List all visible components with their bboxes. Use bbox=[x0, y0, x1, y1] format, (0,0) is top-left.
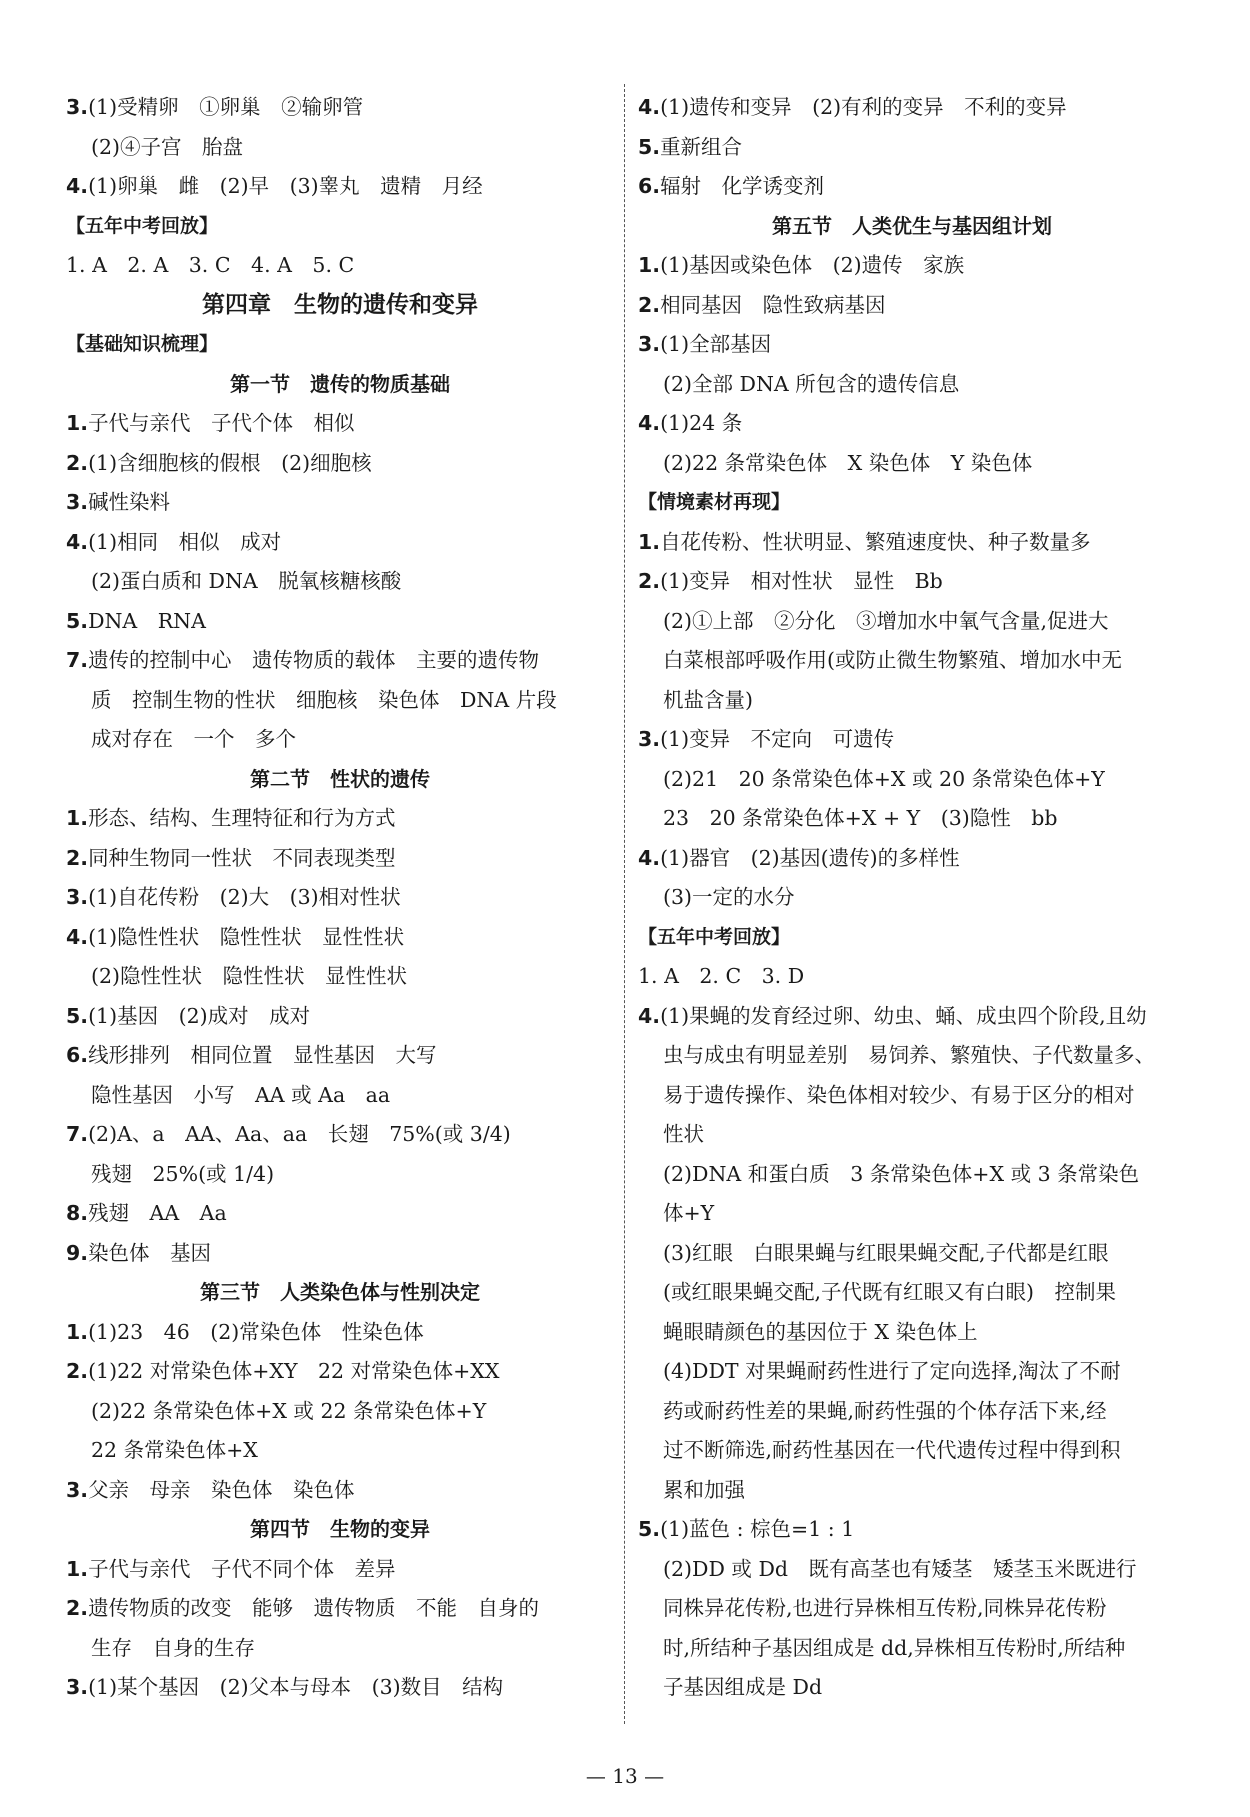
answer-line bbox=[66, 1036, 614, 1076]
answer-text: (1)相同 相似 成对 bbox=[88, 529, 282, 554]
answer-text: 形态、结构、生理特征和行为方式 bbox=[88, 806, 396, 830]
answer-line-continued: 同株异花传粉,也进行异株相互传粉,同株异花传粉 bbox=[663, 1596, 1107, 1620]
answer-text: (1)自花传粉 (2)大 (3)相对性状 bbox=[88, 885, 401, 909]
answer-line bbox=[638, 325, 1186, 365]
section-title: 第五节 人类优生与基因组计划 bbox=[772, 213, 1052, 238]
answer-line bbox=[66, 523, 614, 563]
item-number: 3. bbox=[638, 332, 661, 356]
answer-text: (1)果蝇的发育经过卵、幼虫、蛹、成虫四个阶段,且幼 bbox=[660, 1003, 1147, 1028]
answer-text: 同种生物同一性状 不同表现类型 bbox=[88, 845, 396, 870]
answer-line-continued: (2)全部 DNA 所包含的遗传信息 bbox=[663, 371, 960, 396]
answer-line: 1. A 2. C 3. D bbox=[638, 964, 805, 988]
answer-text: 子代与亲代 子代个体 相似 bbox=[88, 411, 355, 435]
answer-line-continued: 虫与成虫有明显差别 易饲养、繁殖快、子代数量多、 bbox=[663, 1043, 1155, 1067]
answer-line-continued: (2)④子宫 胎盘 bbox=[91, 134, 244, 159]
answer-line: 1. A 2. A 3. C 4. A 5. C bbox=[66, 253, 355, 277]
answer-text: DNA RNA bbox=[88, 608, 206, 633]
column-divider bbox=[624, 84, 625, 1724]
item-number: 4. bbox=[638, 1003, 661, 1028]
section-title: 第二节 性状的遗传 bbox=[250, 766, 430, 791]
item-number: 4. bbox=[66, 174, 89, 198]
item-number: 4. bbox=[66, 924, 89, 949]
item-number: 2. bbox=[66, 845, 89, 870]
item-number: 1. bbox=[66, 1556, 89, 1581]
item-number: 8. bbox=[66, 1201, 89, 1225]
answer-line-continued: (2)DNA 和蛋白质 3 条常染色体+X 或 3 条常染色 bbox=[663, 1161, 1140, 1186]
answer-text: (1)遗传和变异 (2)有利的变异 不利的变异 bbox=[660, 95, 1067, 119]
answer-line-continued: (2)DD 或 Dd 既有高茎也有矮茎 矮茎玉米既进行 bbox=[663, 1556, 1137, 1581]
answer-text: (1)基因或染色体 (2)遗传 家族 bbox=[660, 253, 965, 277]
item-number: 4. bbox=[638, 95, 661, 119]
answer-text: 相同基因 隐性致病基因 bbox=[660, 292, 886, 317]
item-number: 5. bbox=[638, 134, 661, 159]
answer-line bbox=[66, 167, 614, 207]
answer-line-continued: (3)红眼 白眼果蝇与红眼果蝇交配,子代都是红眼 bbox=[663, 1240, 1109, 1265]
answer-line bbox=[66, 641, 614, 681]
answer-text: (2)A、a AA、Aa、aa 长翅 75%(或 3/4) bbox=[88, 1122, 511, 1146]
answer-line-continued: (3)一定的水分 bbox=[663, 885, 795, 909]
item-number: 7. bbox=[66, 1122, 89, 1146]
answer-line-continued: 时,所结种子基因组成是 dd,异株相互传粉时,所结种 bbox=[663, 1635, 1126, 1660]
item-number: 3. bbox=[66, 490, 89, 514]
item-number: 4. bbox=[638, 411, 661, 435]
answer-line bbox=[66, 1115, 614, 1155]
item-number: 4. bbox=[638, 845, 661, 870]
answer-line bbox=[66, 404, 614, 444]
item-number: 3. bbox=[66, 885, 89, 909]
answer-line bbox=[66, 839, 614, 879]
answer-line bbox=[638, 88, 1186, 128]
answer-text: 线形排列 相同位置 显性基因 大写 bbox=[88, 1043, 437, 1067]
answer-text: (1)卵巢 雌 (2)早 (3)睾丸 遗精 月经 bbox=[88, 174, 483, 198]
answer-line bbox=[638, 404, 1186, 444]
item-number: 3. bbox=[638, 727, 661, 751]
answer-text: (1)24 条 bbox=[660, 411, 743, 435]
answer-line-continued: (2)蛋白质和 DNA 脱氧核糖核酸 bbox=[91, 569, 402, 593]
answer-line-continued: 体+Y bbox=[663, 1201, 715, 1225]
answer-line-continued: 23 20 条常染色体+X + Y (3)隐性 bb bbox=[663, 806, 1058, 830]
answer-line bbox=[638, 839, 1186, 879]
answer-line bbox=[638, 286, 1186, 326]
answer-text: (1)蓝色 : 棕色=1 : 1 bbox=[660, 1517, 855, 1541]
answer-text: (1)受精卵 ①卵巢 ②输卵管 bbox=[88, 95, 364, 119]
answer-text: 遗传的控制中心 遗传物质的载体 主要的遗传物 bbox=[88, 648, 540, 672]
answer-line bbox=[638, 246, 1186, 286]
answer-line bbox=[66, 483, 614, 523]
answer-line-continued: 过不断筛选,耐药性基因在一代代遗传过程中得到积 bbox=[663, 1438, 1121, 1462]
right-column bbox=[638, 88, 1186, 1708]
section-title: 第四节 生物的变异 bbox=[250, 1517, 430, 1541]
answer-text: (1)含细胞核的假根 (2)细胞核 bbox=[88, 450, 372, 475]
answer-line bbox=[66, 602, 614, 642]
left-column bbox=[66, 88, 614, 1708]
chapter-title: 第四章 生物的遗传和变异 bbox=[202, 291, 478, 318]
item-number: 5. bbox=[66, 608, 89, 633]
answer-line bbox=[66, 1352, 614, 1392]
part-heading: 【情境素材再现】 bbox=[638, 491, 791, 513]
answer-text: (1)器官 (2)基因(遗传)的多样性 bbox=[660, 845, 960, 870]
answer-line-continued: 子基因组成是 Dd bbox=[663, 1675, 823, 1699]
item-number: 3. bbox=[66, 95, 89, 119]
answer-text: 残翅 AA Aa bbox=[88, 1201, 227, 1225]
item-number: 4. bbox=[66, 529, 89, 554]
answer-line bbox=[66, 1589, 614, 1629]
answer-text: (1)22 对常染色体+XY 22 对常染色体+XX bbox=[88, 1359, 500, 1383]
item-number: 3. bbox=[66, 1477, 89, 1502]
answer-line-continued: (4)DDT 对果蝇耐药性进行了定向选择,淘汰了不耐 bbox=[663, 1359, 1121, 1383]
answer-line bbox=[638, 720, 1186, 760]
answer-line bbox=[638, 1510, 1186, 1550]
answer-line-continued: (2)21 20 条常染色体+X 或 20 条常染色体+Y bbox=[663, 766, 1105, 791]
answer-line-continued: 易于遗传操作、染色体相对较少、有易于区分的相对 bbox=[663, 1082, 1135, 1107]
answer-text: (1)变异 相对性状 显性 Bb bbox=[660, 569, 943, 593]
answer-line-continued: 累和加强 bbox=[663, 1477, 745, 1502]
item-number: 2. bbox=[638, 569, 661, 593]
answer-line bbox=[66, 1194, 614, 1234]
part-heading: 【五年中考回放】 bbox=[66, 214, 219, 237]
answer-line bbox=[66, 918, 614, 958]
answer-line bbox=[66, 1313, 614, 1353]
answer-line-continued: (2)22 条常染色体+X 或 22 条常染色体+Y bbox=[91, 1398, 487, 1423]
section-title: 第三节 人类染色体与性别决定 bbox=[200, 1280, 480, 1304]
answer-line bbox=[638, 167, 1186, 207]
answer-line bbox=[66, 1550, 614, 1590]
item-number: 6. bbox=[66, 1043, 89, 1067]
answer-line bbox=[638, 523, 1186, 563]
answer-line-continued: 药或耐药性差的果蝇,耐药性强的个体存活下来,经 bbox=[663, 1398, 1107, 1423]
answer-line bbox=[638, 128, 1186, 168]
answer-line bbox=[66, 444, 614, 484]
answer-text: 子代与亲代 子代不同个体 差异 bbox=[88, 1556, 396, 1581]
item-number: 2. bbox=[638, 292, 661, 317]
item-number: 1. bbox=[66, 1319, 89, 1344]
answer-text: 染色体 基因 bbox=[88, 1240, 212, 1265]
answer-line bbox=[638, 562, 1186, 602]
answer-line bbox=[638, 997, 1186, 1037]
answer-text: (1)23 46 (2)常染色体 性染色体 bbox=[88, 1319, 424, 1344]
answer-text: (1)全部基因 bbox=[660, 332, 772, 356]
answer-text: 辐射 化学诱变剂 bbox=[660, 174, 825, 198]
answer-line bbox=[66, 997, 614, 1037]
item-number: 2. bbox=[66, 1596, 89, 1620]
answer-line-continued: 白菜根部呼吸作用(或防止微生物繁殖、增加水中无 bbox=[663, 648, 1122, 672]
item-number: 1. bbox=[66, 411, 89, 435]
section-title: 第一节 遗传的物质基础 bbox=[230, 371, 450, 396]
answer-text: 父亲 母亲 染色体 染色体 bbox=[88, 1477, 355, 1502]
answer-line bbox=[66, 1234, 614, 1274]
answer-line-continued: 蝇眼睛颜色的基因位于 X 染色体上 bbox=[663, 1319, 978, 1344]
answer-text: 重新组合 bbox=[660, 134, 743, 159]
answer-line bbox=[66, 1471, 614, 1511]
item-number: 9. bbox=[66, 1240, 89, 1265]
item-number: 2. bbox=[66, 450, 89, 475]
answer-line-continued: (2)22 条常染色体 X 染色体 Y 染色体 bbox=[663, 450, 1033, 475]
item-number: 5. bbox=[66, 1003, 89, 1028]
page-number: — 13 — bbox=[585, 1764, 665, 1788]
part-heading: 【五年中考回放】 bbox=[638, 925, 791, 948]
item-number: 3. bbox=[66, 1675, 89, 1699]
answer-line-continued: 成对存在 一个 多个 bbox=[91, 727, 296, 751]
answer-line-continued: 22 条常染色体+X bbox=[91, 1438, 258, 1462]
answer-line bbox=[66, 799, 614, 839]
answer-line-continued: 性状 bbox=[663, 1122, 704, 1146]
item-number: 7. bbox=[66, 648, 89, 672]
answer-line-continued: (2)隐性性状 隐性性状 显性性状 bbox=[91, 964, 408, 988]
answer-text: (1)变异 不定向 可遗传 bbox=[660, 727, 895, 751]
item-number: 1. bbox=[66, 806, 89, 830]
answer-line-continued: 生存 自身的生存 bbox=[91, 1635, 255, 1660]
answer-text: 碱性染料 bbox=[88, 490, 171, 514]
item-number: 6. bbox=[638, 174, 661, 198]
answer-text: 遗传物质的改变 能够 遗传物质 不能 自身的 bbox=[88, 1596, 540, 1620]
answer-line-continued: (2)①上部 ②分化 ③增加水中氧气含量,促进大 bbox=[663, 608, 1109, 633]
answer-line bbox=[66, 1668, 614, 1708]
answer-text: (1)隐性性状 隐性性状 显性性状 bbox=[88, 924, 405, 949]
item-number: 5. bbox=[638, 1517, 661, 1541]
answer-line-continued: 隐性基因 小写 AA 或 Aa aa bbox=[91, 1082, 391, 1107]
answer-line-continued: (或红眼果蝇交配,子代既有红眼又有白眼) 控制果 bbox=[663, 1280, 1117, 1304]
answer-line-continued: 机盐含量) bbox=[663, 687, 753, 712]
item-number: 2. bbox=[66, 1359, 89, 1383]
answer-line-continued: 残翅 25%(或 1/4) bbox=[91, 1161, 275, 1186]
item-number: 1. bbox=[638, 253, 661, 277]
answer-line-continued: 质 控制生物的性状 细胞核 染色体 DNA 片段 bbox=[91, 687, 557, 712]
answer-line bbox=[66, 878, 614, 918]
answer-text: (1)某个基因 (2)父本与母本 (3)数目 结构 bbox=[88, 1675, 504, 1699]
answer-text: 自花传粉、性状明显、繁殖速度快、种子数量多 bbox=[660, 529, 1091, 554]
part-heading: 【基础知识梳理】 bbox=[66, 333, 219, 355]
item-number: 1. bbox=[638, 529, 661, 554]
answer-text: (1)基因 (2)成对 成对 bbox=[88, 1003, 311, 1028]
answer-line bbox=[66, 88, 614, 128]
